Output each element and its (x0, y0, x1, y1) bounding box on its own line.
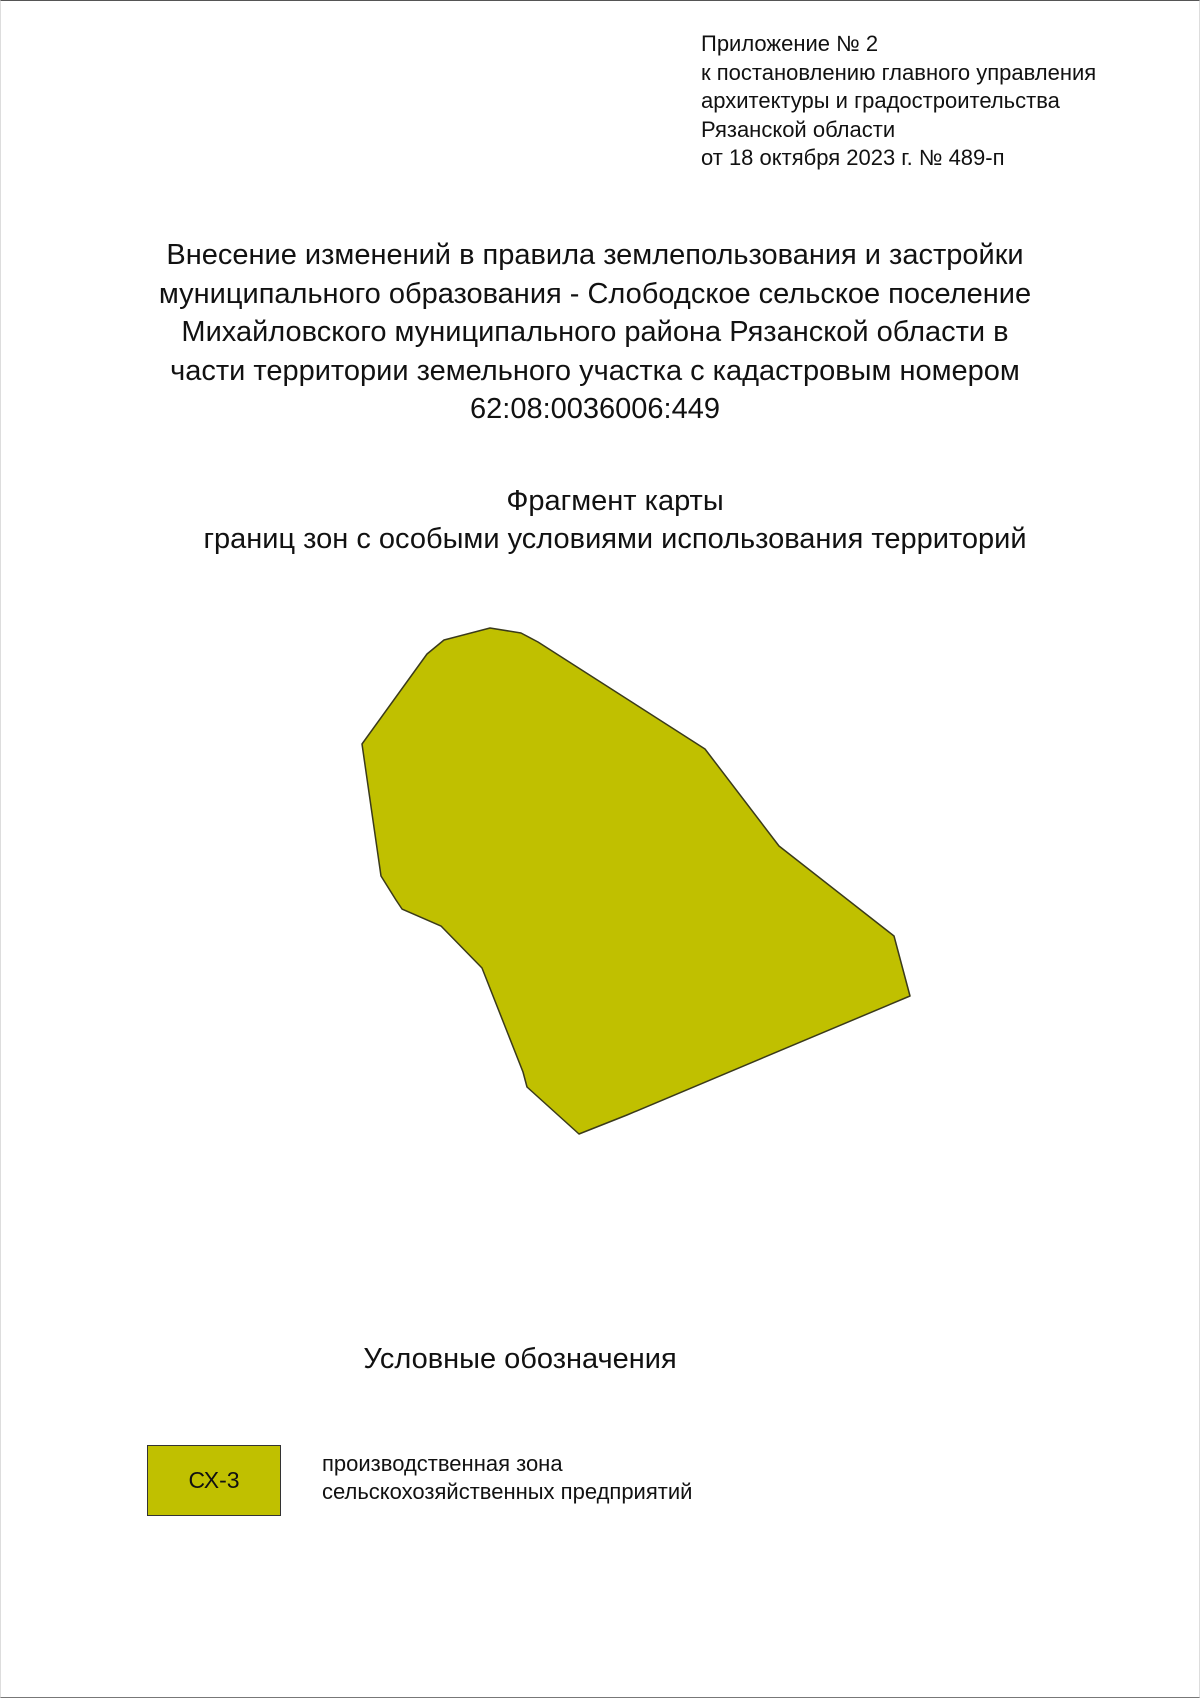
legend-description (322, 1450, 842, 1506)
appendix-note (701, 30, 1171, 173)
legend-description-line: сельскохозяйственных предприятий (322, 1479, 693, 1504)
appendix-line: архитектуры и градостроительства (701, 88, 1060, 113)
cadastral-number: 62:08:0036006:449 (470, 393, 720, 425)
document-title-line: Внесение изменений в правила землепользования и застройки (166, 239, 1024, 271)
legend-description-line: производственная зона (322, 1451, 563, 1476)
document-title (60, 236, 1130, 429)
map-fragment-title-line: границ зон с особыми условиями использования территорий (203, 523, 1027, 555)
legend-swatch-code: СХ-3 (188, 1467, 240, 1493)
document-title-line: муниципального образования - Слободское сельское поселение (158, 277, 1032, 310)
appendix-line: к постановлению главного управления (701, 59, 1097, 85)
legend-title: Условные обозначения (363, 1343, 677, 1375)
appendix-line: Рязанской области (701, 116, 896, 142)
document-title-line: Михайловского муниципального района Рязанской области в (181, 316, 1009, 348)
document-title-line: части территории земельного участка с кадастровым номером (170, 354, 1020, 387)
appendix-line: от 18 октября 2023 г. № 489-п (701, 145, 1005, 170)
map-fragment-title-line: Фрагмент карты (506, 485, 724, 517)
map-fragment-title (100, 482, 1130, 558)
legend-swatch-sx3 (147, 1445, 281, 1516)
appendix-line: Приложение № 2 (701, 31, 879, 56)
